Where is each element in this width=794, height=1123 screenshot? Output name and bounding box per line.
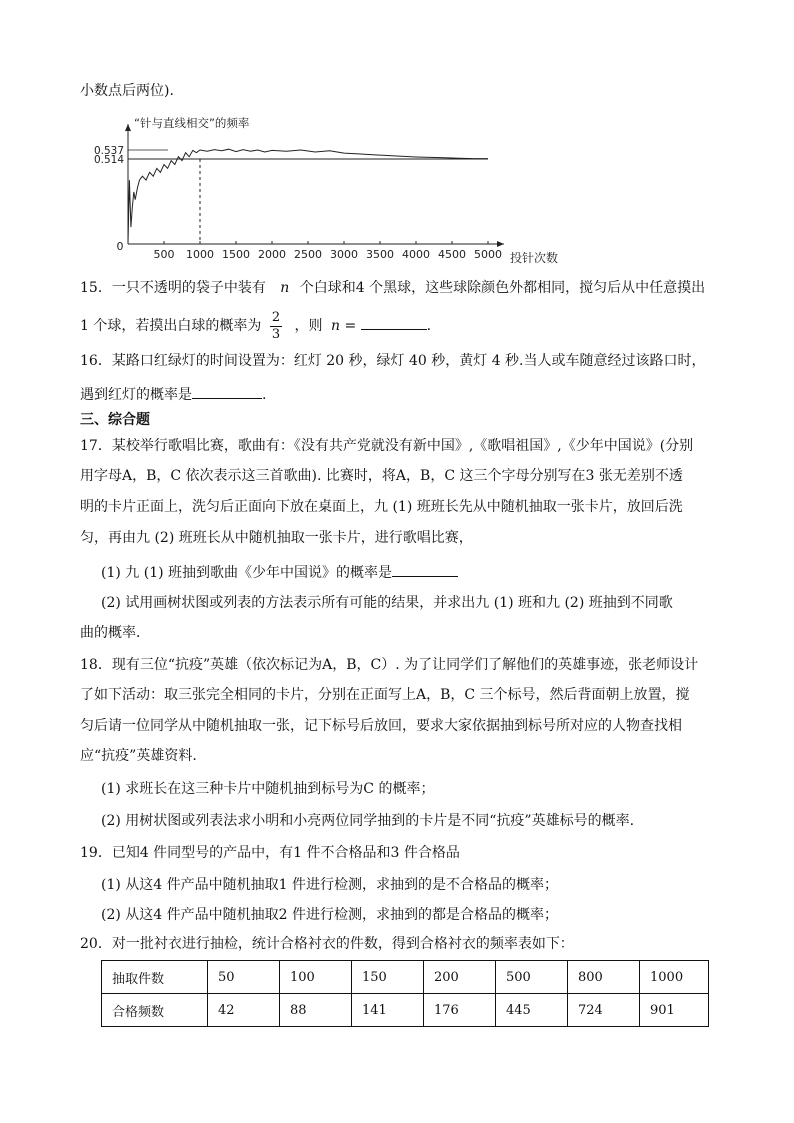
table-cell: 42 <box>208 994 280 1027</box>
q19-sub2: (2) 从这4 件产品中随机抽取2 件进行检测，求抽到的都是合格品的概率； <box>101 907 558 923</box>
q15-var-n-eq: n = <box>331 318 357 334</box>
q15-end: . <box>426 318 432 334</box>
q17-sub2-line2: 曲的概率． <box>80 625 150 641</box>
y-tick-label: 0.514 <box>93 154 124 166</box>
q18-line4: 应“抗疫”英雄资料. <box>80 748 197 764</box>
q16-text: 遇到红灯的概率是 <box>80 387 192 403</box>
fraction-denominator: 3 <box>271 326 281 342</box>
q17-answer-blank[interactable] <box>392 562 458 577</box>
q17-line4: 匀，再由九 (2) 班班长从中随机抽取一张卡片，进行歌唱比赛， <box>80 530 473 546</box>
table-cell: 100 <box>280 961 352 994</box>
table-cell: 抽取件数 <box>102 961 208 994</box>
q18-sub1: (1) 求班长在这三种卡片中随机抽到标号为C 的概率； <box>101 781 435 797</box>
table-cell: 445 <box>496 994 568 1027</box>
x-tick-label: 1500 <box>222 248 250 261</box>
x-tick-label: 0 <box>116 240 124 253</box>
section-heading: 三、综合题 <box>80 412 150 428</box>
q19-line1: 19．已知4 件同型号的产品中，有1 件不合格品和3 件合格品 <box>80 845 460 861</box>
table-cell: 141 <box>352 994 424 1027</box>
table-cell: 800 <box>568 961 640 994</box>
q15-line2 <box>80 308 431 344</box>
q17-line1: 17．某校举行歌唱比赛，歌曲有：《没有共产党就没有新中国》,《歌唱祖国》,《少年中国说》(分别 <box>80 438 694 454</box>
table-row <box>102 994 709 1027</box>
x-tick-label: 2000 <box>258 248 286 261</box>
table-cell: 合格频数 <box>102 994 208 1027</box>
x-tick-label: 1000 <box>186 248 214 261</box>
q17-sub1 <box>101 562 458 582</box>
q16-answer-blank[interactable] <box>192 384 262 399</box>
x-axis-arrow <box>497 241 504 247</box>
q15-text-c: 1 个球，若摸出白球的概率为 <box>80 318 262 334</box>
table-cell: 500 <box>496 961 568 994</box>
fraction-two-thirds <box>270 310 282 343</box>
fraction-numerator: 2 <box>271 309 281 325</box>
x-tick-label: 500 <box>153 248 175 261</box>
q18-sub2: (2) 用树状图或列表法求小明和小亮两位同学抽到的卡片是不同“抗疫”英雄标号的概率. <box>101 813 635 829</box>
table-row <box>102 961 709 994</box>
table-cell: 901 <box>640 994 709 1027</box>
table-cell: 176 <box>424 994 496 1027</box>
x-tick-label: 5000 <box>474 248 502 261</box>
q17-line2: 用字母A，B，C 依次表示这三首歌曲). 比赛时，将A，B，C 这三个字母分别写在3 张无差别不透 <box>80 468 683 484</box>
q15-answer-blank[interactable] <box>361 315 427 330</box>
table-cell: 50 <box>208 961 280 994</box>
x-tick-label: 4500 <box>438 248 466 261</box>
q15-line1 <box>80 279 705 297</box>
x-tick-label: 2500 <box>294 248 322 261</box>
table-cell: 1000 <box>640 961 709 994</box>
intro-line: 小数点后两位). <box>80 83 174 99</box>
table-cell: 88 <box>280 994 352 1027</box>
x-tick-label: 3000 <box>330 248 358 261</box>
frequency-series-line <box>128 149 488 244</box>
q18-line2: 了如下活动：取三张完全相同的卡片，分别在正面写上A，B，C 三个标号，然后背面朝上放置，搅 <box>80 687 690 703</box>
q17-sub1-text: (1) 九 (1) 班抽到歌曲《少年中国说》的概率是 <box>101 565 393 581</box>
q17-sub2-line1: (2) 试用画树状图或列表的方法表示所有可能的结果，并求出九 (1) 班和九 (2) 班抽到不同歌 <box>101 595 673 611</box>
q15-var-n: n <box>280 280 290 296</box>
q16-line1: 16．某路口红绿灯的时间设置为：红灯 20 秒，绿灯 40 秒，黄灯 4 秒.当人或车随意经过该路口时， <box>80 353 706 369</box>
q16-end: . <box>262 387 267 403</box>
q18-line1: 18．现有三位“抗疫”英雄（依次标记为A，B，C）. 为了让同学们了解他们的英雄事迹，张老师设计 <box>80 657 699 673</box>
q15-text-a: 15．一只不透明的袋子中装有 <box>80 280 266 296</box>
q18-line3: 匀后请一位同学从中随机抽取一张，记下标号后放回，要求大家依据抽到标号所对应的人物查找相 <box>80 718 682 734</box>
q19-sub1: (1) 从这4 件产品中随机抽取1 件进行检测，求抽到的是不合格品的概率； <box>101 877 558 893</box>
x-tick-label: 3500 <box>366 248 394 261</box>
table-cell: 724 <box>568 994 640 1027</box>
table-cell: 200 <box>424 961 496 994</box>
chart-title: “针与直线相交”的频率 <box>134 116 250 130</box>
x-axis-label: 投针次数 <box>510 251 559 265</box>
q17-line3: 明的卡片正面上，洗匀后正面向下放在桌面上，九 (1) 班班长先从中随机抽取一张卡片，放回后洗 <box>80 499 683 515</box>
y-axis-arrow <box>125 124 131 131</box>
frequency-table <box>101 960 709 1027</box>
y-tick-label: 0.537 <box>93 145 124 157</box>
q16-line2 <box>80 384 266 404</box>
q15-text-b: 个白球和4 个黑球，这些球除颜色外都相同，搅匀后从中任意摸出 <box>299 280 706 296</box>
q15-text-d: ，则 <box>294 318 323 334</box>
q20-line1: 20．对一批衬衣进行抽检，统计合格衬衣的件数，得到合格衬衣的频率表如下： <box>80 936 574 952</box>
table-cell: 150 <box>352 961 424 994</box>
x-tick-label: 4000 <box>402 248 430 261</box>
